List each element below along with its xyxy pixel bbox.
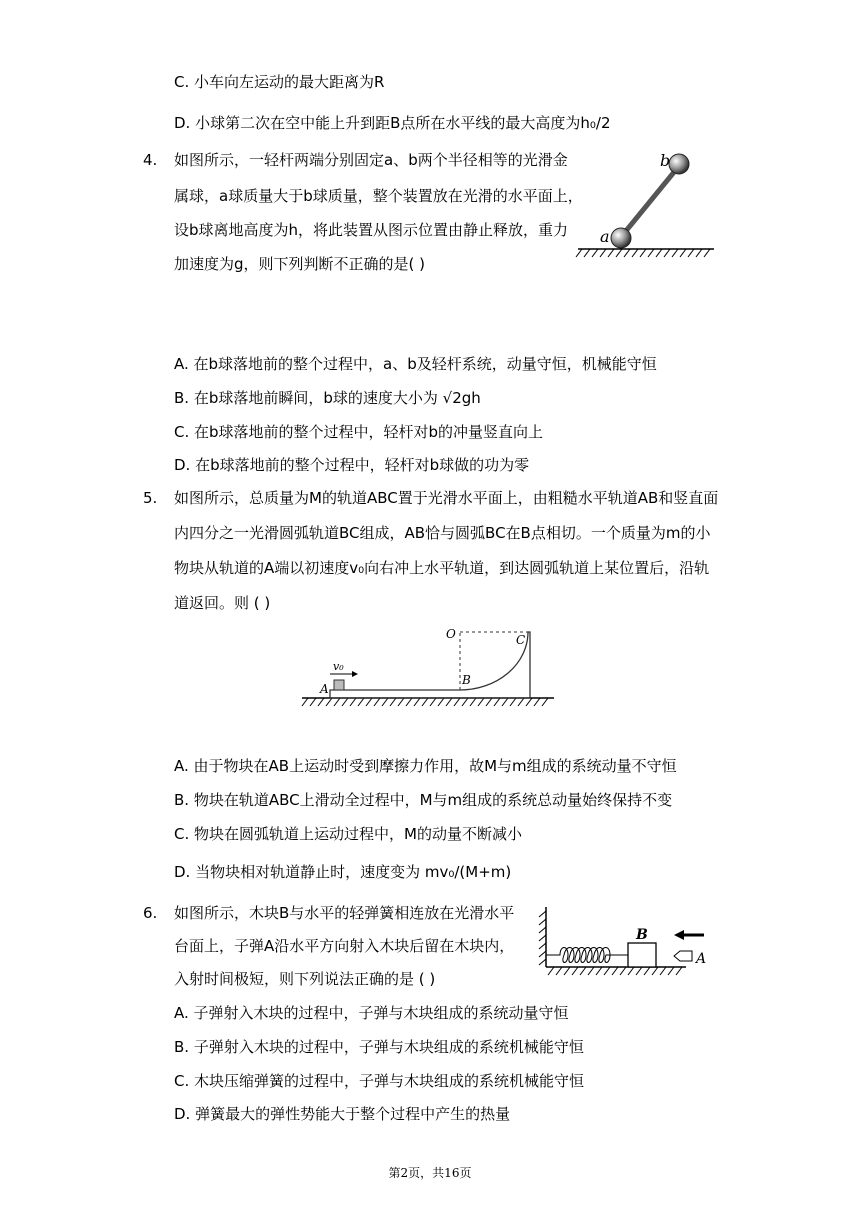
q4-label-b: b [660, 151, 671, 170]
q5-option-c: C. 物块在圆弧轨道上运动过程中，M的动量不断减小 [174, 825, 522, 843]
q5-option-b: B. 物块在轨道ABC上滑动全过程中，M与m组成的系统总动量始终保持不变 [174, 791, 673, 809]
q5-option-a: A. 由于物块在AB上运动时受到摩擦力作用，故M与m组成的系统动量不守恒 [174, 757, 677, 775]
q5-line-4: 道返回。则 ( ) [174, 594, 271, 612]
q6-line-2: 台面上，子弹A沿水平方向射入木块后留在木块内， [174, 937, 515, 955]
q5-label-v0: v₀ [333, 660, 344, 673]
q6-label-A: A [696, 951, 707, 967]
q5-number: 5. [143, 489, 158, 507]
q4-line-2: 属球，a球质量大于b球质量，整个装置放在光滑的水平面上， [174, 187, 583, 205]
q5-option-d: D. 当物块相对轨道静止时，速度变为 mv₀/(M+m) [174, 863, 512, 881]
q4-line-3: 设b球离地高度为h，将此装置从图示位置由静止释放，重力 [174, 221, 569, 239]
q6-option-c: C. 木块压缩弹簧的过程中，子弹与木块组成的系统机械能守恒 [174, 1072, 585, 1090]
q5-line-2: 内四分之一光滑圆弧轨道BC组成，AB恰与圆弧BC在B点相切。一个质量为m的小 [174, 524, 711, 542]
q4-option-b: B. 在b球落地前瞬间，b球的速度大小为 √2gh [174, 389, 481, 407]
q4-option-c: C. 在b球落地前的整个过程中，轻杆对b的冲量竖直向上 [174, 423, 544, 441]
q5-label-O: O [446, 627, 456, 641]
q5-line-3: 物块从轨道的A端以初速度v₀向右冲上水平轨道，到达圆弧轨道上某位置后，沿轨 [174, 559, 710, 577]
q4-line-4: 加速度为g，则下列判断不正确的是( ) [174, 255, 425, 273]
q5-label-B: B [462, 673, 471, 687]
q3-option-d: D. 小球第二次在空中能上升到距B点所在水平线的最大高度为h₀/2 [174, 114, 611, 132]
q5-line-1: 如图所示，总质量为M的轨道ABC置于光滑水平面上，由粗糙水平轨道AB和竖直面 [174, 489, 719, 507]
q4-line-1: 如图所示，一轻杆两端分别固定a、b两个半径相等的光滑金 [174, 151, 568, 169]
q5-figure-track [300, 626, 560, 716]
q4-option-d: D. 在b球落地前的整个过程中，轻杆对b球做的功为零 [174, 456, 530, 474]
q6-option-d: D. 弹簧最大的弹性势能大于整个过程中产生的热量 [174, 1105, 511, 1123]
q3-option-c: C. 小车向左运动的最大距离为R [174, 73, 385, 91]
q5-label-A: A [320, 682, 329, 696]
q5-label-C: C [516, 633, 526, 647]
q4-figure-rod-balls [576, 150, 716, 260]
q4-option-a: A. 在b球落地前的整个过程中，a、b及轻杆系统，动量守恒，机械能守恒 [174, 355, 657, 373]
q6-line-1: 如图所示，木块B与水平的轻弹簧相连放在光滑水平 [174, 904, 515, 922]
q6-option-a: A. 子弹射入木块的过程中，子弹与木块组成的系统动量守恒 [174, 1004, 569, 1022]
q6-number: 6. [143, 904, 158, 922]
q4-number: 4. [143, 151, 158, 169]
q6-option-b: B. 子弹射入木块的过程中，子弹与木块组成的系统机械能守恒 [174, 1038, 584, 1056]
q4-label-a: a [600, 227, 610, 246]
q6-figure-spring-block [536, 905, 726, 985]
page-footer: 第2页，共16页 [388, 1166, 472, 1180]
q6-label-B: B [636, 927, 648, 943]
q6-line-3: 入射时间极短，则下列说法正确的是 ( ) [174, 970, 436, 988]
